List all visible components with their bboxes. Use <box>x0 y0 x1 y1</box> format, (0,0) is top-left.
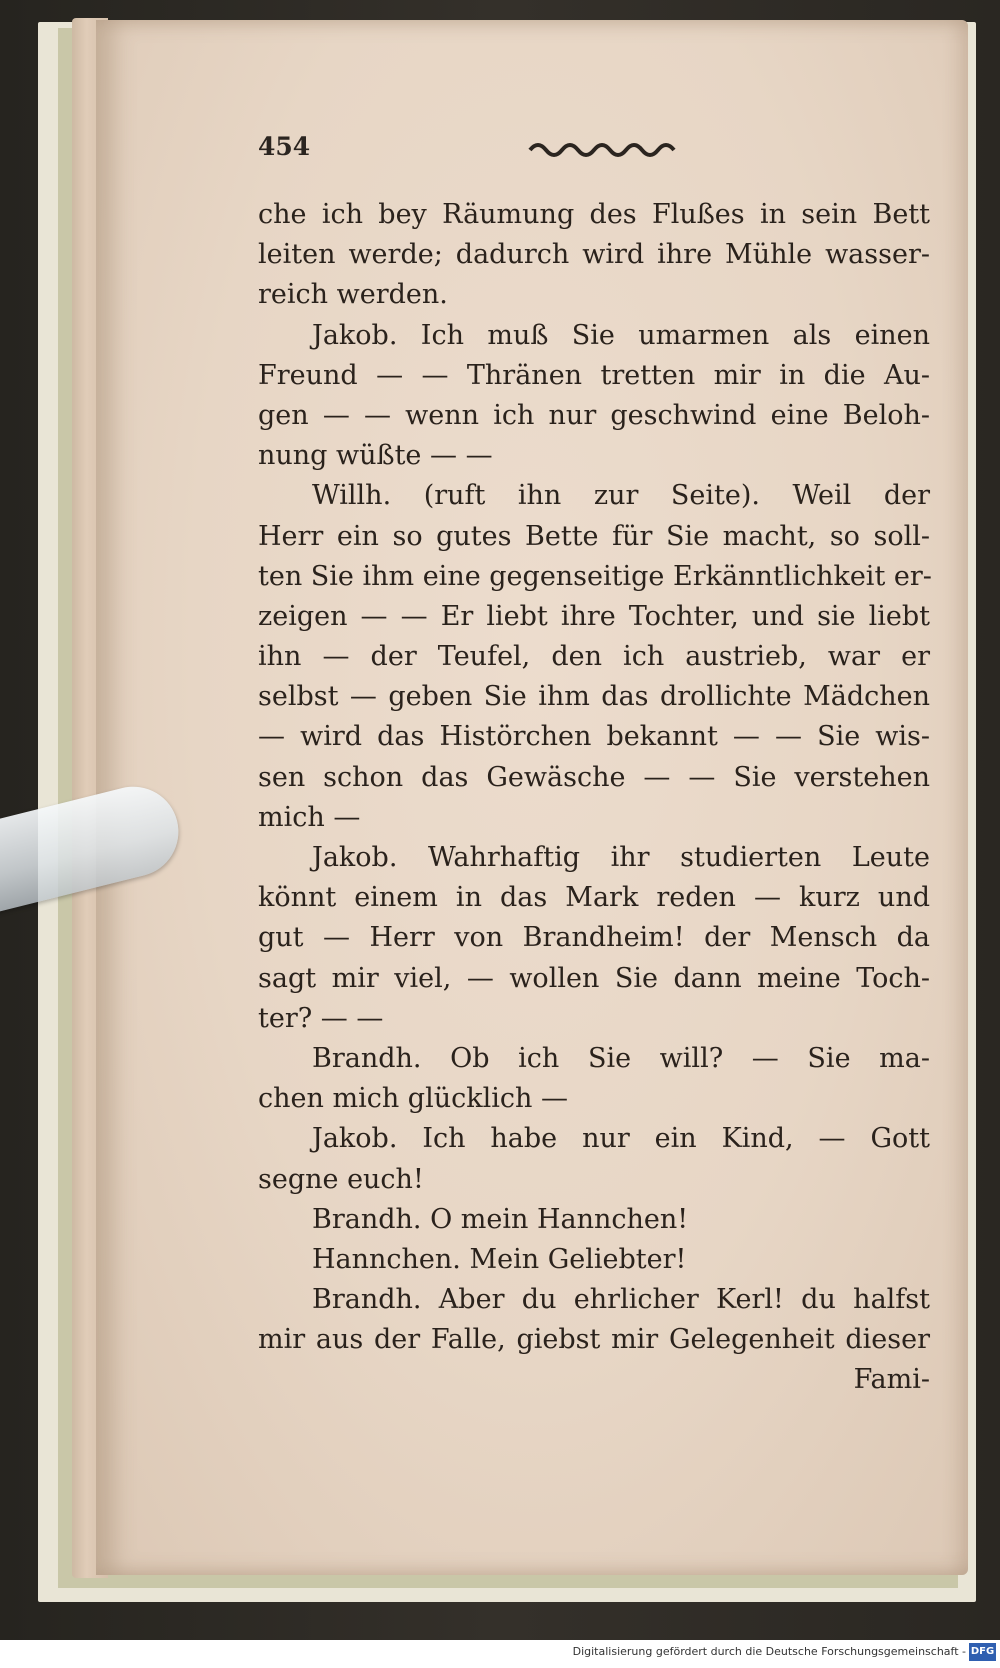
text-line: gut — Herr von Brandheim! der Mensch da <box>258 922 930 954</box>
footer-credit: Digitalisierung gefördert durch die Deutsche Forschungsgemeinschaft - <box>572 1645 966 1658</box>
speaker-line: Brandh. O mein Hannchen! <box>312 1203 689 1235</box>
page-header <box>258 132 908 172</box>
speaker-line: Hannchen. Mein Geliebter! <box>312 1243 687 1275</box>
speaker-line: Brandh. Ob ich Sie will? — Sie ma- <box>312 1042 930 1074</box>
speaker-line: Willh. (ruft ihn zur Seite). Weil der <box>312 480 930 512</box>
text-line: nung wüßte — — <box>258 440 493 472</box>
text-line: Herr ein so gutes Bette für Sie macht, so soll- <box>258 520 930 552</box>
page-number: 454 <box>258 132 311 161</box>
text-line: könnt einem in das Mark reden — kurz und <box>258 882 930 914</box>
text-line: Freund — — Thränen tretten mir in die Au- <box>258 359 930 391</box>
text-line: — wird das Histörchen bekannt — — Sie wis- <box>258 721 930 753</box>
speaker-line: Jakob. Ich habe nur ein Kind, — Gott <box>312 1123 930 1155</box>
text-line: ten Sie ihm eine gegenseitige Erkänntlichkeit er- <box>258 560 932 592</box>
speaker-line: Jakob. Ich muß Sie umarmen als einen <box>312 319 930 351</box>
speaker-line: Jakob. Wahrhaftig ihr studierten Leute <box>312 842 930 873</box>
speaker-line: Brandh. Aber du ehrlicher Kerl! du halfst <box>312 1284 930 1316</box>
text-line: zeigen — — Er liebt ihre Tochter, und sie liebt <box>258 600 930 632</box>
text-line: reich werden. <box>258 279 448 311</box>
text-line: ter? — — <box>258 1002 384 1034</box>
header-ornament-icon <box>528 138 678 160</box>
text-line: chen mich glücklich — <box>258 1083 568 1115</box>
text-line: mir aus der Falle, giebst mir Gelegenheit dieser <box>258 1324 930 1356</box>
text-line: leiten werde; dadurch wird ihre Mühle wasser- <box>258 239 930 271</box>
text-line: sen schon das Gewäsche — — Sie verstehen <box>258 761 930 793</box>
text-line: selbst — geben Sie ihm das drollichte Mädchen <box>258 681 930 713</box>
footer-bar <box>0 1640 1000 1668</box>
text-line: gen — — wenn ich nur geschwind eine Beloh- <box>258 399 930 431</box>
dfg-logo: DFG <box>969 1643 996 1661</box>
catchword: Fami- <box>853 1364 930 1396</box>
page-text <box>258 195 930 1401</box>
text-line: che ich bey Räumung des Flußes in sein Bett <box>258 199 930 230</box>
text-line: sagt mir viel, — wollen Sie dann meine Toch- <box>258 962 930 994</box>
text-line: ihn — der Teufel, den ich austrieb, war er <box>258 641 930 673</box>
text-line: mich — <box>258 801 361 833</box>
text-line: segne euch! <box>258 1163 424 1195</box>
